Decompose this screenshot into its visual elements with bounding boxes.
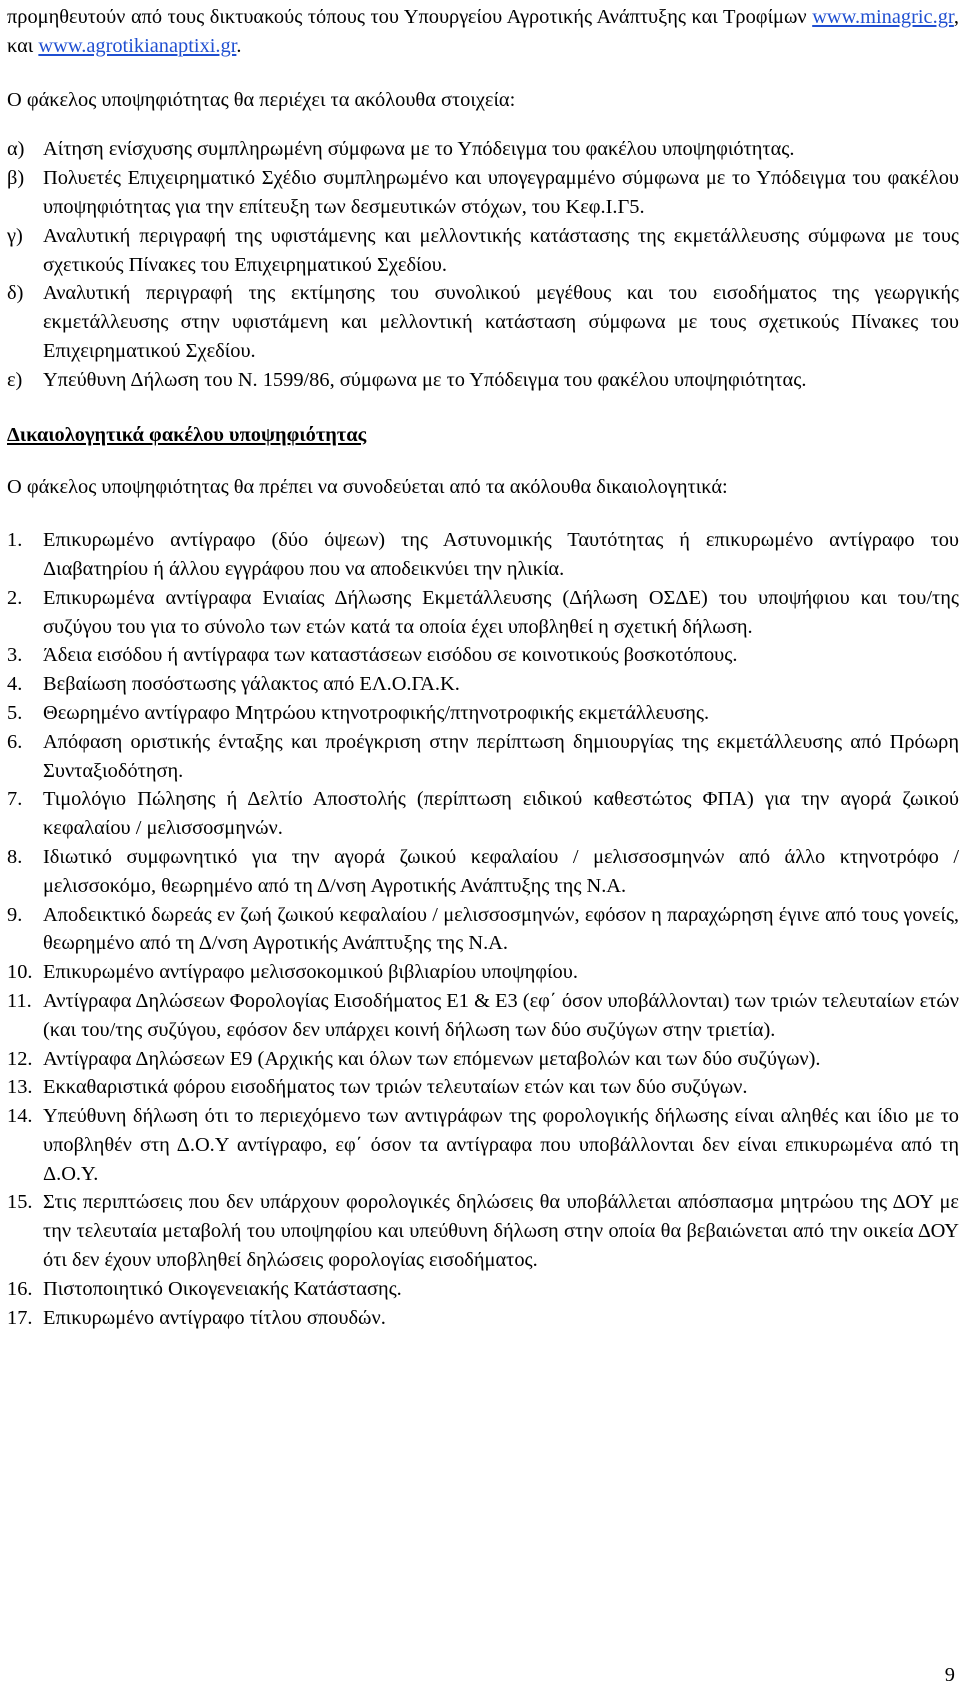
list-item-label: 3. bbox=[7, 644, 23, 667]
list-item bbox=[7, 1045, 959, 1074]
list-item-label: 4. bbox=[7, 673, 23, 696]
list-item bbox=[7, 785, 959, 843]
list-item-label: 2. bbox=[7, 586, 23, 609]
list-item bbox=[7, 1304, 959, 1333]
lead-text-after: . bbox=[236, 34, 242, 57]
list-item-text: Υπεύθυνη Δήλωση του Ν. 1599/86, σύμφωνα με το Υπόδειγμα του φακέλου υποψηφιότητας. bbox=[43, 368, 807, 391]
list-item bbox=[7, 526, 959, 584]
list-item-label: 15. bbox=[7, 1191, 33, 1214]
list-item-text: Άδεια εισόδου ή αντίγραφα των καταστάσεων εισόδου σε κοινοτικούς βοσκοτόπους. bbox=[43, 644, 738, 667]
list-item-text: Πιστοποιητικό Οικογενειακής Κατάστασης. bbox=[43, 1277, 402, 1300]
list-item-text: Επικυρωμένο αντίγραφο (δύο όψεων) της Αστυνομικής Ταυτότητας ή επικυρωμένο αντίγραφο του Διαβατηρίου ή άλλου εγγράφου που να αποδεικνύει την ηλικία. bbox=[43, 529, 959, 580]
list-item bbox=[7, 366, 959, 395]
list-item bbox=[7, 1275, 959, 1304]
agrotikianaptixi-link[interactable]: www.agrotikianaptixi.gr bbox=[38, 34, 237, 57]
list-item-label: 1. bbox=[7, 529, 23, 552]
list-item bbox=[7, 222, 959, 280]
candidacy-folder-intro: Ο φάκελος υποψηφιότητας θα περιέχει τα ακόλουθα στοιχεία: bbox=[7, 88, 516, 111]
list-item-text: Αίτηση ενίσχυσης συμπληρωμένη σύμφωνα με το Υπόδειγμα του φακέλου υποψηφιότητας. bbox=[43, 138, 795, 161]
list-item-label: 10. bbox=[7, 961, 33, 984]
list-item-label: 8. bbox=[7, 845, 23, 868]
list-item-label: 16. bbox=[7, 1277, 33, 1300]
lead-paragraph bbox=[7, 3, 959, 61]
list-item-text: Στις περιπτώσεις που δεν υπάρχουν φορολογικές δηλώσεις θα υποβάλλεται απόσπασμα μητρώου της ΔΟΥ με την τελευταία μεταβολή του υποψηφίου και υπεύθυνη δήλωση στην οποία θα βεβαιώνεται από την οικεία ΔΟΥ ότι δεν έχουν υποβληθεί δηλώσεις φορολογίας εισοδήματος. bbox=[43, 1191, 959, 1272]
list-item bbox=[7, 135, 959, 164]
list-item-label: 14. bbox=[7, 1105, 33, 1128]
list-item bbox=[7, 1073, 959, 1102]
list-item-text: Αναλυτική περιγραφή της υφιστάμενης και μελλοντικής κατάστασης της εκμετάλλευσης σύμφωνα με τους σχετικούς Πίνακες του Επιχειρηματικού Σχεδίου. bbox=[43, 224, 959, 276]
list-item-label: 7. bbox=[7, 788, 23, 811]
list-item-text: Αποδεικτικό δωρεάς εν ζωή ζωικού κεφαλαίου / μελισσοσμηνών, εφόσον η παραχώρηση έγινε από τους γονείς, θεωρημένο από τη Δ/νση Αγροτικής Ανάπτυξης της Ν.Α. bbox=[43, 903, 959, 955]
supporting-documents-list bbox=[7, 526, 959, 1332]
list-item-label: δ) bbox=[7, 282, 24, 305]
list-item-text: Θεωρημένο αντίγραφο Μητρώου κτηνοτροφικής/πτηνοτροφικής εκμετάλλευσης. bbox=[43, 701, 710, 724]
list-item-text: Πολυετές Επιχειρηματικό Σχέδιο συμπληρωμένο και υπογεγραμμένο σύμφωνα με το Υπόδειγμα του φακέλου υποψηφιότητας για την επίτευξη των δεσμευτικών στόχων, του Κεφ.Ι.Γ5. bbox=[43, 167, 959, 218]
list-item bbox=[7, 901, 959, 959]
list-item-text: Υπεύθυνη δήλωση ότι το περιεχόμενο των αντιγράφων της φορολογικής δήλωσης είναι αληθές και ίδιο με το υποβληθέν στη Δ.Ο.Υ αντίγραφο, εφ΄ όσον τα αντίγραφα που υποβάλλονται δεν είναι επικυρωμένα από τη Δ.Ο.Υ. bbox=[43, 1105, 959, 1185]
list-item-text: Εκκαθαριστικά φόρου εισοδήματος των τριών τελευταίων ετών και των δύο συζύγων. bbox=[43, 1076, 748, 1099]
section-heading: Δικαιολογητικά φακέλου υποψηφιότητας bbox=[7, 423, 367, 446]
list-item bbox=[7, 1102, 959, 1188]
list-item bbox=[7, 843, 959, 901]
list-item bbox=[7, 699, 959, 728]
list-item-text: Τιμολόγιο Πώλησης ή Δελτίο Αποστολής (περίπτωση ειδικού καθεστώτος ΦΠΑ) για την αγορά ζωικού κεφαλαίου / μελισσοσμηνών. bbox=[43, 788, 959, 840]
list-item-label: ε) bbox=[7, 368, 23, 391]
page-content bbox=[7, 0, 959, 1332]
list-item bbox=[7, 584, 959, 642]
list-item-text: Βεβαίωση ποσόστωσης γάλακτος από ΕΛ.Ο.ΓΑ.Κ. bbox=[43, 673, 460, 696]
list-item-text: Επικυρωμένο αντίγραφο μελισσοκομικού βιβλιαρίου υποψηφίου. bbox=[43, 961, 578, 984]
list-item-label: 12. bbox=[7, 1047, 33, 1070]
list-item bbox=[7, 987, 959, 1045]
candidacy-elements-list bbox=[7, 135, 959, 394]
list-item-text: Αντίγραφα Δηλώσεων Ε9 (Αρχικής και όλων των επόμενων μεταβολών και των δύο συζύγων). bbox=[43, 1047, 821, 1070]
list-item-text: Επικυρωμένα αντίγραφα Ενιαίας Δήλωσης Εκμετάλλευσης (Δήλωση ΟΣΔΕ) του υποψήφιου και του/της συζύγου του για το σύνολο των ετών κατά τα οποία έχει υποβληθεί η σχετική δήλωση. bbox=[43, 586, 959, 638]
lead-text-before: προμηθευτούν από τους δικτυακούς τόπους του Υπουργείου Αγροτικής Ανάπτυξης και Τροφίμων bbox=[7, 6, 813, 28]
list-item-label: α) bbox=[7, 138, 25, 161]
list-item-label: 6. bbox=[7, 730, 23, 753]
page-number: 9 bbox=[944, 1664, 955, 1686]
list-item-text: Αναλυτική περιγραφή της εκτίμησης του συνολικού μεγέθους και του εισοδήματος της γεωργικής εκμετάλλευσης στην υφιστάμενη και μελλοντική κατάσταση σύμφωνα με τους σχετικούς Πίνακες του Επιχειρηματικού Σχεδίου. bbox=[43, 282, 959, 362]
list-item-label: γ) bbox=[7, 224, 23, 247]
list-item-text: Ιδιωτικό συμφωνητικό για την αγορά ζωικού κεφαλαίου / μελισσοσμηνών από άλλο κτηνοτρόφο / μελισσοκόμο, θεωρημένο από τη Δ/νση Αγροτικής Ανάπτυξης της Ν.Α. bbox=[43, 845, 959, 897]
list-item bbox=[7, 164, 959, 222]
list-item bbox=[7, 279, 959, 365]
list-item-label: 13. bbox=[7, 1076, 33, 1099]
list-item-label: 5. bbox=[7, 701, 23, 724]
minagric-link[interactable]: www.minagric.gr bbox=[812, 6, 954, 28]
list-item-text: Αντίγραφα Δηλώσεων Φορολογίας Εισοδήματος Ε1 & Ε3 (εφ΄ όσον υποβάλλονται) των τριών τελευταίων ετών (και του/της συζύγου, εφόσον δεν υπάρχει κοινή δήλωση των δύο συζύγων στην τριετία). bbox=[43, 989, 959, 1041]
list-item-label: β) bbox=[7, 167, 25, 190]
supporting-documents-intro: Ο φάκελος υποψηφιότητας θα πρέπει να συνοδεύεται από τα ακόλουθα δικαιολογητικά: bbox=[7, 476, 728, 499]
list-item bbox=[7, 958, 959, 987]
list-item-text: Επικυρωμένο αντίγραφο τίτλου σπουδών. bbox=[43, 1306, 386, 1329]
list-item-label: 17. bbox=[7, 1306, 33, 1329]
lead-text-middle: , και bbox=[7, 6, 959, 57]
list-item-text: Απόφαση οριστικής ένταξης και προέγκριση στην περίπτωση δημιουργίας της εκμετάλλευσης από Πρόωρη Συνταξιοδότηση. bbox=[43, 730, 959, 782]
list-item-label: 11. bbox=[7, 989, 32, 1012]
list-item bbox=[7, 1188, 959, 1274]
list-item bbox=[7, 641, 959, 670]
list-item bbox=[7, 670, 959, 699]
list-item bbox=[7, 728, 959, 786]
list-item-label: 9. bbox=[7, 903, 23, 926]
